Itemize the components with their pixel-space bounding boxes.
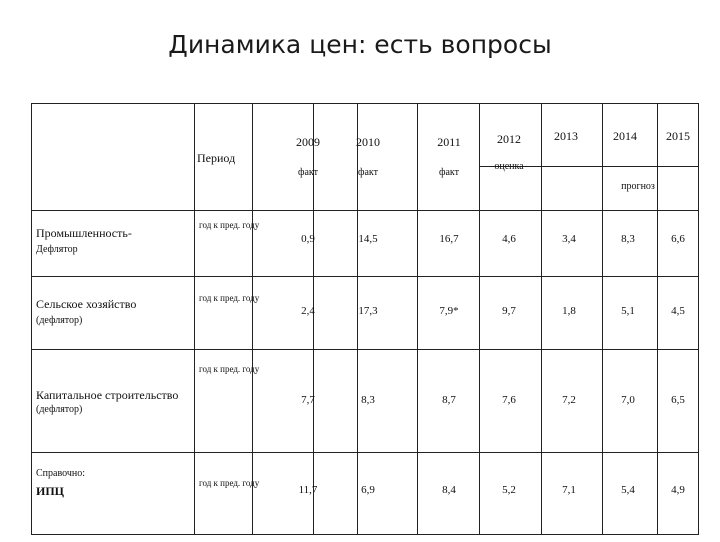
price-dynamics-table [31,103,699,535]
slide-title: Динамика цен: есть вопросы [168,30,552,59]
value-cell: 5,1 [621,305,635,317]
value-cell: 1,8 [562,305,576,317]
forecast-label: прогноз [621,181,655,192]
row-unit-construction: год к пред. году [199,364,260,374]
value-cell: 7,7 [301,394,315,406]
value-cell: 7,1 [562,484,576,496]
year-2011: 2011 [437,135,461,149]
row-sub-agriculture: (дефлятор) [36,315,83,326]
row-name-industry: Промышленность- [36,226,132,240]
grid-line [417,104,418,534]
value-cell: 14,5 [358,233,378,245]
value-cell: 8,3 [361,394,375,406]
year-2012: 2012 [497,132,521,146]
value-cell: 0,9 [301,233,315,245]
year-2009: 2009 [296,135,320,149]
row-name-agriculture: Сельское хозяйство [36,297,137,311]
value-cell: 16,7 [439,233,459,245]
value-cell: 7,9* [439,305,459,317]
fact-label-2009: факт [297,167,318,178]
value-cell: 9,7 [502,305,516,317]
grid-line [657,104,658,534]
value-cell: 3,4 [562,233,576,245]
value-cell: 5,4 [621,484,635,496]
grid-line [541,104,542,534]
grid-line [32,210,698,211]
value-cell: 8,3 [621,233,635,245]
row-sub-industry: Дефлятор [36,244,78,255]
value-cell: 8,7 [442,394,456,406]
value-cell: 6,5 [671,394,685,406]
grid-line [252,104,253,534]
row-unit-agriculture: год к пред. году [199,293,260,303]
value-cell: 6,6 [671,233,685,245]
fact-label-2010: факт [357,167,378,178]
value-cell: 4,5 [671,305,685,317]
grid-line [32,349,698,350]
grid-line [32,452,698,453]
year-2015: 2015 [666,129,690,143]
value-cell: 7,2 [562,394,576,406]
value-cell: 17,3 [358,305,378,317]
row-name-construction: Капитальное строительство [36,388,179,402]
row-unit-industry: год к пред. году [199,220,260,230]
row-sub-construction: (дефлятор) [36,404,83,415]
year-2014: 2014 [613,129,637,143]
estimate-label: оценка [494,161,524,172]
grid-line [602,104,603,534]
grid-line [194,104,195,534]
row-name-cpi: ИПЦ [36,484,65,498]
value-cell: 5,2 [502,484,516,496]
value-cell: 11,7 [298,484,318,496]
year-2013: 2013 [554,129,578,143]
value-cell: 2,4 [301,305,315,317]
value-cell: 4,9 [671,484,685,496]
row-sub-cpi: Справочно: [36,468,86,479]
fact-label-2011: факт [438,167,459,178]
year-2010: 2010 [356,135,380,149]
value-cell: 8,4 [442,484,456,496]
value-cell: 7,6 [502,394,516,406]
value-cell: 6,9 [361,484,375,496]
period-label: Период [197,151,236,165]
value-cell: 4,6 [502,233,516,245]
grid-line [32,276,698,277]
row-unit-cpi: год к пред. году [199,478,260,488]
value-cell: 7,0 [621,394,635,406]
